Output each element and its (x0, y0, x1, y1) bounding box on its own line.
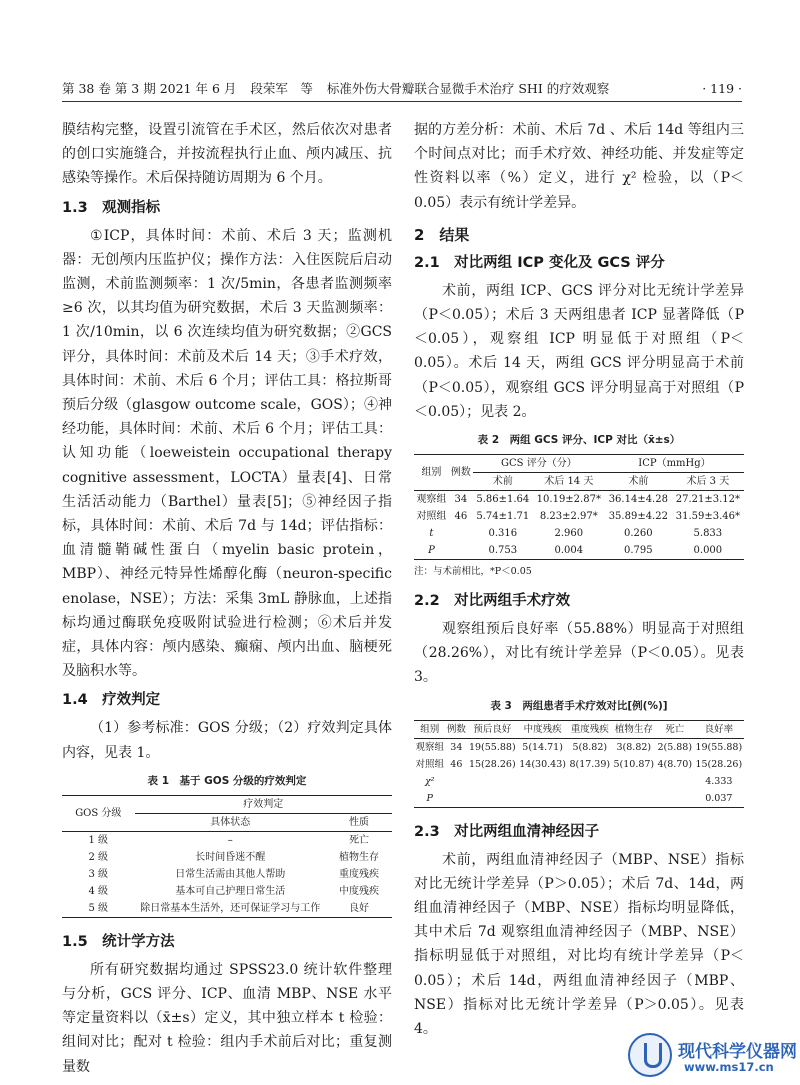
t3-header: 中度残疾 (517, 720, 567, 738)
table-row (62, 849, 392, 866)
t3-header: 死亡 (656, 720, 694, 738)
t1-cell: 1 级 (88, 834, 109, 846)
table-row (414, 790, 744, 808)
t1-header-state: 具体状态 (135, 813, 326, 831)
table-row (414, 542, 744, 560)
t2-cell: 观察组 (416, 494, 447, 506)
t3-cell: 14(30.43) (519, 758, 566, 770)
t3-cell: 15(28.26) (468, 758, 516, 770)
t3-cell (517, 790, 567, 808)
t1-cell: 基本可自己护理日常生活 (175, 885, 286, 897)
t1-cell: 良好 (326, 900, 392, 918)
t2-cell: 0.795 (605, 542, 672, 560)
t2-cell: 0.753 (473, 542, 533, 560)
t2-cell: 27.21±3.12* (675, 494, 740, 506)
t3-cell (612, 773, 656, 790)
t3-cell (467, 773, 517, 790)
t3-header: 植物生存 (612, 720, 656, 738)
t3-cell: 4.333 (705, 775, 733, 787)
t2-header-icp: ICP（mmHg） (605, 455, 744, 473)
t3-header: 良好率 (694, 720, 744, 738)
t1-header-nature: 性质 (326, 813, 392, 831)
right-column (414, 118, 744, 1041)
table-row (62, 831, 392, 849)
t3-header: 例数 (446, 720, 468, 738)
logo-seal-icon (628, 1033, 672, 1077)
logo-name: 现代科学仪器网 (678, 1042, 797, 1062)
t2-cell: 2.960 (554, 528, 584, 540)
paragraph-efficacy: （1）参考标准：GOS 分级；（2）疗效判定具体内容，见表 1。 (62, 720, 392, 761)
t3-cell (467, 790, 517, 808)
t1-cell: 2 级 (88, 851, 109, 863)
table-row (414, 508, 744, 525)
t3-cell: P (414, 790, 446, 808)
section-2-1-heading: 2.1 对比两组 ICP 变化及 GCS 评分 (414, 254, 665, 271)
t3-cell (568, 790, 612, 808)
running-header (62, 76, 742, 102)
t2-cell: 10.19±2.87* (536, 494, 601, 506)
t2-cell: 5.833 (693, 528, 723, 540)
section-1-5-heading: 1.5 统计学方法 (62, 933, 175, 950)
t2-cell: t (429, 528, 434, 540)
t3-header: 组别 (414, 720, 446, 738)
t2-sub-header: 术后 14 天 (533, 473, 605, 491)
section-1-3-heading: 1.3 观测指标 (62, 199, 161, 216)
t1-cell: 日常生活需由其他人帮助 (175, 868, 286, 880)
t2-cell: 36.14±4.28 (608, 494, 668, 506)
table-1 (62, 795, 392, 918)
t3-cell: 观察组 (415, 741, 444, 753)
t2-header-n: 例数 (449, 455, 473, 491)
page-number: · 119 · (702, 81, 742, 96)
left-column (62, 118, 392, 1079)
t2-sub-header: 术前 (473, 473, 533, 491)
table-1-caption: 表 1 基于 GOS 分级的疗效判定 (147, 774, 307, 787)
paragraph-surgery-efficacy: 观察组预后良好率（55.88%）明显高于对照组（28.26%），对比有统计学差异（P＜0.05）。见表 3。 (414, 621, 744, 686)
paragraph-icp-gcs: 术前，两组 ICP、GCS 评分对比无统计学差异（P＜0.05）；术后 3 天两组患者 ICP 显著降低（P＜0.05），观察组 ICP 明显低于对照组（P＜0.05）。术后 14 天，两组 GCS 评分明显高于术前（P＜0.05），观察组 GCS 评分明显高于对照组（P＜0.05）；见表 2。 (414, 282, 744, 420)
t2-sub-header: 术后 3 天 (672, 473, 744, 491)
header-left (62, 76, 619, 102)
t2-cell: 8.23±2.97* (539, 511, 598, 523)
t3-cell: 5(8.82) (572, 741, 608, 753)
t1-header-grade: GOS 分级 (62, 795, 135, 831)
t1-cell: 死亡 (349, 834, 369, 846)
t3-cell: 34 (450, 741, 463, 753)
paragraph-statistics: 所有研究数据均通过 SPSS23.0 统计软件整理与分析，GCS 评分、ICP、血清 MBP、NSE 水平等定量资料以（x̄±s）定义，其中独立样本 t 检验：组间对比；配对 t 检验：组内手术前后对比；重复测量数 (62, 961, 392, 1075)
t2-cell: 对照组 (416, 511, 447, 523)
t2-cell: 35.89±4.22 (608, 511, 668, 523)
t2-cell: 34 (454, 494, 468, 506)
t3-cell: 4(8.70) (657, 758, 693, 770)
t3-cell: 对照组 (415, 758, 444, 770)
t3-cell (446, 773, 468, 790)
table-row (414, 525, 744, 542)
t3-cell: 5(10.87) (613, 758, 655, 770)
table-row (62, 900, 392, 918)
t2-header-group: 组别 (414, 455, 449, 491)
t2-cell: 31.59±3.46* (675, 511, 740, 523)
t3-cell: 3(8.82) (616, 741, 652, 753)
t3-cell: 0.037 (694, 790, 744, 808)
section-2-2-heading: 2.2 对比两组手术疗效 (414, 593, 571, 610)
t2-cell: P (414, 542, 449, 560)
t3-cell: 19(55.88) (695, 741, 743, 753)
table-2-note: 注：与术前相比，*P＜0.05 (414, 566, 532, 578)
table-3 (414, 720, 744, 808)
t3-cell (517, 773, 567, 790)
t2-cell: 5.86±1.64 (476, 494, 530, 506)
t3-cell (656, 790, 694, 808)
t3-cell: χ² (424, 775, 435, 787)
t1-cell: – (227, 834, 233, 846)
table-row (414, 756, 744, 773)
t1-cell: 5 级 (62, 900, 135, 918)
table-row (414, 773, 744, 790)
t3-cell (568, 773, 612, 790)
t2-cell: 46 (454, 511, 468, 523)
table-row (62, 866, 392, 883)
t1-cell: 植物生存 (339, 851, 379, 863)
header-authors: 段荣军 等 (250, 81, 313, 96)
t2-cell: 5.74±1.71 (476, 511, 530, 523)
t2-cell: 0.316 (488, 528, 518, 540)
table-2 (414, 454, 744, 560)
t3-cell (656, 773, 694, 790)
t2-sub-header: 术前 (605, 473, 672, 491)
t3-header: 重度残疾 (568, 720, 612, 738)
t2-cell: 0.260 (624, 528, 653, 540)
t3-cell: 46 (450, 758, 463, 770)
t1-cell: 重度残疾 (339, 868, 379, 880)
section-2-3-heading: 2.3 对比两组血清神经因子 (414, 823, 600, 840)
t3-cell: 15(28.26) (695, 758, 743, 770)
t3-header: 预后良好 (467, 720, 517, 738)
t1-cell: 中度残疾 (339, 885, 379, 897)
table-2-caption: 表 2 两组 GCS 评分、ICP 对比（x̄±s） (477, 434, 681, 447)
t1-cell: 4 级 (88, 885, 109, 897)
t3-cell (446, 790, 468, 808)
t2-cell: 0.004 (533, 542, 605, 560)
paragraph-surgery-end: 膜结构完整，设置引流管在手术区，然后依次对患者的创口实施缝合，并按流程执行止血、颅内减压、抗感染等操作。术后保持随访周期为 6 个月。 (62, 122, 392, 187)
journal-volume: 第 38 卷 第 3 期 2021 年 6 月 (62, 81, 237, 96)
t2-cell (449, 525, 473, 542)
table-3-caption: 表 3 两组患者手术疗效对比[例(%)] (490, 699, 668, 712)
site-logo (628, 1033, 797, 1079)
header-article-title: 标准外伤大骨瓣联合显微手术治疗 SHI 的疗效观察 (326, 81, 610, 96)
t3-cell: 19(55.88) (468, 741, 516, 753)
table-row (414, 738, 744, 756)
paragraph-indicators: ①ICP，具体时间：术前、术后 3 天；监测机器：无创颅内压监护仪；操作方法：入住医院后启动监测，术前监测频率：1 次/5min，各患者监测频率≥6 次，以其均值为研究数据，术后 3 天监测频率：1 次/10min，以 6 次连续均值为研究数据；②GCS 评分，具体时间：术前及术后 14 天；③手术疗效，具体时间：术前、术后 6 个月；评估工具：格拉斯哥预后分级（glasgow outcome scale，GOS）；④神经功能，具体时间：术前、术后 6 个月；评估工具：认知功能（loeweistein occupational therapy cognitive assessment，LOCTA）量表[4]、日常生活活动能力（Barthel）量表[5]；⑤神经因子指标，具体时间：术前、术后 7d 与 14d；评估指标：血清髓鞘碱性蛋白（myelin basic protein，MBP）、神经元特异性烯醇化酶（neuron-specific enolase，NSE）；方法：采集 3mL 静脉血，上述指标均通过酶联免疫吸附试验进行检测；⑥术后并发症，具体内容：颅内感染、癫痫、颅内出血、脑梗死及脑积水等。 (62, 227, 392, 680)
paragraph-statistics-cont: 据的方差分析：术前、术后 7d 、术后 14d 等组内三个时间点对比；而手术疗效、神经功能、并发症等定性资料以率（%）定义，进行 χ² 检验，以（P＜0.05）表示有统计学差异。 (414, 122, 744, 211)
section-1-4-heading: 1.4 疗效判定 (62, 692, 161, 709)
section-2-heading: 2 结果 (414, 225, 470, 244)
t3-cell: 8(17.39) (569, 758, 611, 770)
t3-cell: 2(5.88) (657, 741, 693, 753)
paragraph-neuro-factors: 术前，两组血清神经因子（MBP、NSE）指标对比无统计学差异（P＞0.05）；术后 7d、14d，两组血清神经因子（MBP、NSE）指标均明显降低，其中术后 7d 观察组血清神经因子（MBP、NSE）指标明显低于对照组，对比均有统计学差异（P＜0.05）；术后 14d，两组血清神经因子（MBP、NSE）指标对比无统计学差异（P＞0.05）。见表 4。 (414, 851, 744, 1038)
table-row (62, 883, 392, 900)
table-row (414, 491, 744, 509)
logo-url: www.ms17.cn (684, 1060, 774, 1074)
t3-cell (612, 790, 656, 808)
t2-header-gcs: GCS 评分（分） (473, 455, 605, 473)
t1-cell: 3 级 (88, 868, 109, 880)
t1-header-group: 疗效判定 (135, 795, 392, 813)
t1-cell: 除日常基本生活外，还可保证学习与工作 (135, 900, 326, 918)
t1-cell: 长时间昏迷不醒 (195, 851, 266, 863)
t2-cell: 0.000 (672, 542, 744, 560)
t2-cell (449, 542, 473, 560)
t3-cell: 5(14.71) (522, 741, 563, 753)
